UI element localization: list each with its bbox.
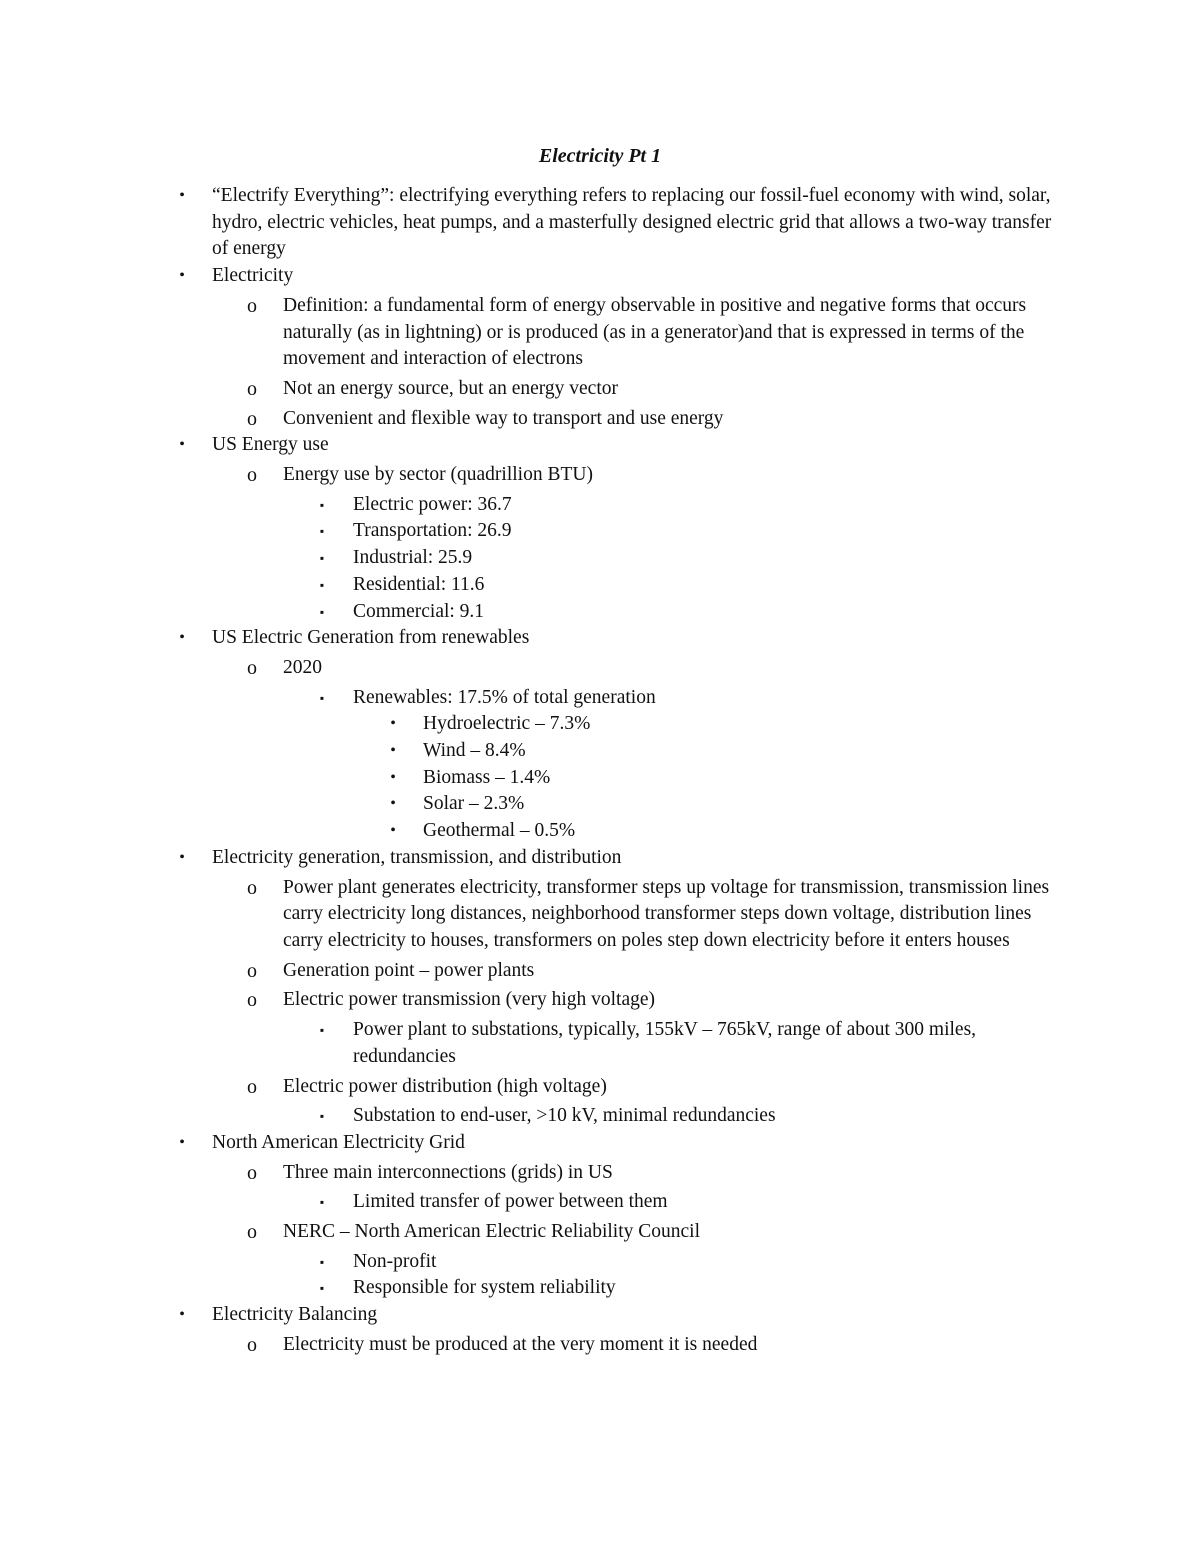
list-item-text: Non-profit [353, 1250, 437, 1272]
circle-bullet-icon: o [247, 464, 257, 487]
list-item-text: Electricity Balancing [212, 1304, 378, 1326]
list-item [179, 625, 1062, 652]
list-item-text: Power plant generates electricity, transformer steps up voltage for transmission, transmission lines carry electricity long distances, neighborhood transformer steps down voltage, distribution lines carry electricity to houses, transformers on poles step down electricity before it enters houses [283, 876, 1050, 951]
list-item-text: Electricity must be produced at the very moment it is needed [283, 1333, 758, 1355]
list-item-text: Electric power transmission (very high voltage) [283, 989, 656, 1011]
list-item [247, 655, 1063, 682]
list-item [319, 492, 1063, 519]
list-item [247, 1074, 1063, 1101]
list-item-text: Substation to end-user, >10 kV, minimal redundancies [353, 1105, 776, 1127]
list-item-text: “Electrify Everything”: electrifying everything refers to replacing our fossil-fuel economy with wind, solar, hydro, electric vehicles, heat pumps, and a masterfully designed electric grid that allows a two-way transfer of energy [212, 185, 1052, 260]
square-bullet-icon: ▪ [319, 1254, 325, 1269]
square-bullet-icon: ▪ [319, 497, 325, 512]
list-item-text: US Energy use [212, 434, 329, 456]
list-item [247, 293, 1063, 373]
square-bullet-icon: ▪ [319, 524, 325, 539]
list-item [179, 432, 1062, 459]
circle-bullet-icon: o [247, 1221, 257, 1244]
list-item [390, 818, 1063, 845]
square-bullet-icon: ▪ [319, 1109, 325, 1124]
list-item [247, 1332, 1063, 1359]
list-item-text: Biomass – 1.4% [423, 766, 551, 788]
list-item-text: North American Electricity Grid [212, 1131, 465, 1153]
circle-bullet-icon: o [247, 294, 257, 317]
bullet-icon: • [390, 715, 396, 733]
circle-bullet-icon: o [247, 1075, 257, 1098]
list-item-text: Transportation: 26.9 [353, 520, 512, 542]
bullet-icon: • [390, 822, 396, 840]
list-item [179, 1130, 1062, 1157]
bullet-icon: • [179, 436, 185, 454]
list-item-text: Electricity [212, 265, 294, 287]
bullet-icon: • [179, 629, 185, 647]
list-item [319, 545, 1063, 572]
list-item [319, 1249, 1063, 1276]
circle-bullet-icon: o [247, 989, 257, 1012]
square-bullet-icon: ▪ [319, 1281, 325, 1296]
list-item-text: Limited transfer of power between them [353, 1191, 668, 1213]
circle-bullet-icon: o [247, 1161, 257, 1184]
bullet-icon: • [179, 848, 185, 866]
list-item-text: Commercial: 9.1 [353, 600, 485, 622]
list-item [179, 183, 1062, 263]
list-item [390, 791, 1063, 818]
list-item [247, 376, 1063, 403]
list-item [179, 845, 1062, 872]
bullet-icon: • [390, 795, 396, 813]
list-item [247, 958, 1063, 985]
list-item-text: Electricity generation, transmission, and distribution [212, 846, 622, 868]
list-item [247, 987, 1063, 1014]
list-item [247, 1219, 1063, 1246]
list-item [247, 875, 1063, 955]
list-item [319, 1017, 1063, 1070]
list-item-text: Three main interconnections (grids) in US [283, 1161, 613, 1183]
bullet-icon: • [390, 768, 396, 786]
list-item [247, 462, 1063, 489]
list-item [247, 406, 1063, 433]
list-item-text: 2020 [283, 656, 322, 678]
list-item-text: Geothermal – 0.5% [423, 820, 576, 842]
square-bullet-icon: ▪ [319, 577, 325, 592]
list-item-text: US Electric Generation from renewables [212, 627, 530, 649]
list-item-text: Residential: 11.6 [353, 573, 485, 595]
list-item [390, 738, 1063, 765]
circle-bullet-icon: o [247, 959, 257, 982]
list-item-text: Hydroelectric – 7.3% [423, 713, 591, 735]
bullet-icon: • [179, 267, 185, 285]
list-item-text: Electric power distribution (high voltage) [283, 1075, 607, 1097]
list-item [390, 711, 1063, 738]
list-item-text: Wind – 8.4% [423, 740, 526, 762]
bullet-icon: • [390, 742, 396, 760]
circle-bullet-icon: o [247, 1333, 257, 1356]
list-item [319, 1189, 1063, 1216]
bullet-icon: • [179, 1306, 185, 1324]
list-item-text: Industrial: 25.9 [353, 547, 473, 569]
list-item [319, 572, 1063, 599]
list-item [179, 263, 1062, 290]
list-item [319, 1275, 1063, 1302]
bullet-icon: • [179, 1133, 185, 1151]
list-item [319, 1103, 1063, 1130]
list-item-text: Generation point – power plants [283, 959, 535, 981]
square-bullet-icon: ▪ [319, 690, 325, 705]
list-item [319, 599, 1063, 626]
circle-bullet-icon: o [247, 377, 257, 400]
document-title: Electricity Pt 1 [538, 145, 662, 167]
list-item-text: Renewables: 17.5% of total generation [353, 686, 656, 708]
square-bullet-icon: ▪ [319, 1195, 325, 1210]
square-bullet-icon: ▪ [319, 604, 325, 619]
square-bullet-icon: ▪ [319, 1023, 325, 1038]
bullet-icon: • [179, 187, 185, 204]
list-item [319, 518, 1063, 545]
list-item-text: Responsible for system reliability [353, 1277, 616, 1299]
list-item-text: NERC – North American Electric Reliability Council [283, 1221, 700, 1243]
list-item-text: Power plant to substations, typically, 155kV – 765kV, range of about 300 miles, redundancies [353, 1019, 977, 1067]
list-item [319, 685, 1063, 712]
list-item [179, 1302, 1062, 1329]
square-bullet-icon: ▪ [319, 551, 325, 566]
circle-bullet-icon: o [247, 656, 257, 679]
list-item-text: Energy use by sector (quadrillion BTU) [283, 464, 593, 486]
list-item-text: Not an energy source, but an energy vector [283, 377, 618, 399]
list-item-text: Solar – 2.3% [423, 793, 525, 815]
circle-bullet-icon: o [247, 876, 257, 899]
list-item-text: Electric power: 36.7 [353, 493, 512, 515]
list-item [390, 765, 1063, 792]
bullet-list [0, 183, 1200, 1359]
list-item [247, 1160, 1063, 1187]
list-item-text: Convenient and flexible way to transport and use energy [283, 407, 724, 429]
list-item-text: Definition: a fundamental form of energy observable in positive and negative forms that occurs naturally (as in lightning) or is produced (as in a generator)and that is expressed in terms of the movement and interaction of electrons [283, 294, 1027, 370]
circle-bullet-icon: o [247, 407, 257, 430]
